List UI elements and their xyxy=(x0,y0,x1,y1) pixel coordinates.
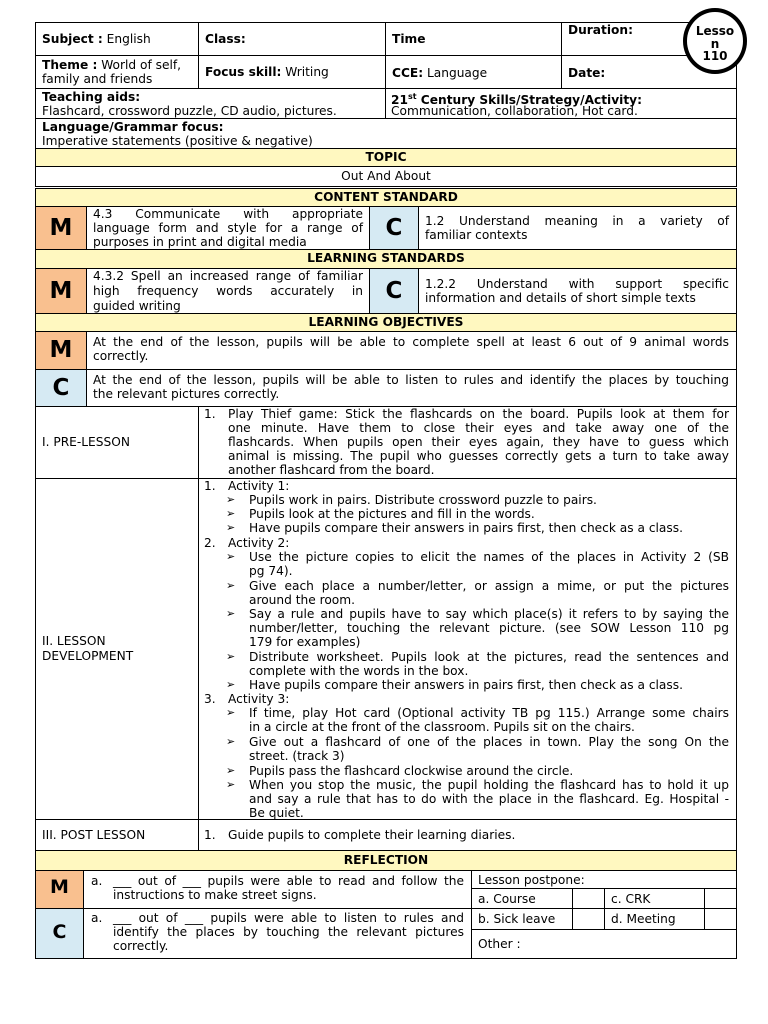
reflection-c-text xyxy=(83,908,472,959)
lo-c-line-2: the relevant pictures correctly. xyxy=(93,387,280,401)
content-m-line-1: 4.3 Communicate with appropriate xyxy=(93,207,363,221)
post-lesson-content xyxy=(198,819,737,851)
learning-objectives-title: LEARNING OBJECTIVES xyxy=(35,313,737,332)
reflection-m-cell xyxy=(35,870,84,909)
badge-line-1: Lesso xyxy=(695,24,735,38)
bullet-arrow-icon: ➢ xyxy=(226,579,236,592)
pre-lesson-line-4: animal is missing. The pupil who guesses correctly gets a turn to take away xyxy=(228,449,729,463)
content-m-cell xyxy=(35,206,87,250)
activity-2-title: Activity 2: xyxy=(228,536,290,550)
pre-lesson-line-3: flashcards. When pupils open their eyes again, they have to guess which xyxy=(228,435,729,449)
bullet-arrow-icon: ➢ xyxy=(226,764,236,777)
content-c-cell xyxy=(369,206,419,250)
option-crk xyxy=(604,888,705,909)
class-label: Class: xyxy=(205,32,246,46)
topic-title: TOPIC xyxy=(35,148,737,167)
lesson-number-badge xyxy=(683,8,747,74)
a3-item-4-line-3: Be quiet. xyxy=(249,806,304,820)
pre-lesson-content xyxy=(198,406,737,479)
class-cell xyxy=(198,22,386,56)
option-meeting-label: d. Meeting xyxy=(611,912,676,926)
option-crk-check[interactable] xyxy=(704,888,737,909)
bullet-arrow-icon: ➢ xyxy=(226,550,236,563)
time-cell xyxy=(385,22,562,56)
learning-standards-title: LEARNING STANDARDS xyxy=(35,249,737,269)
pre-lesson-num: 1. xyxy=(204,407,216,421)
century-label-a: 21 xyxy=(391,93,408,108)
reflection-c-line-3: correctly. xyxy=(113,939,169,953)
reflection-m-text xyxy=(83,870,472,909)
bullet-arrow-icon: ➢ xyxy=(226,521,236,534)
post-lesson-num: 1. xyxy=(204,828,216,842)
topic-value: Out And About xyxy=(35,166,737,187)
pre-lesson-line-5: another flashcard from the board. xyxy=(228,463,435,477)
content-m-line-3: purposes in print and digital media xyxy=(93,235,307,249)
option-course-check[interactable] xyxy=(572,888,605,909)
bullet-arrow-icon: ➢ xyxy=(226,493,236,506)
badge-line-2: n xyxy=(710,36,720,51)
bullet-arrow-icon: ➢ xyxy=(226,507,236,520)
a2-item-4-line-2: complete with the words in the box. xyxy=(249,664,469,678)
bullet-arrow-icon: ➢ xyxy=(226,706,236,719)
a3-item-2-line-2: street. (track 3) xyxy=(249,749,345,763)
theme-value-1: World of self, xyxy=(101,58,182,72)
century-label-b: Century Skills/Strategy/Activity: xyxy=(416,93,642,108)
reflection-c-line-1: ___ out of ___ pupils were able to listen to rules and xyxy=(113,911,464,925)
century-sup: st xyxy=(407,92,417,101)
bullet-arrow-icon: ➢ xyxy=(226,650,236,663)
date-label: Date: xyxy=(568,66,606,80)
a2-item-2-line-1: Give each place a number/letter, or assign a mime, or put the pictures xyxy=(249,579,729,593)
activity-3-num: 3. xyxy=(204,692,216,706)
activity-1-num: 1. xyxy=(204,479,216,493)
theme-cell xyxy=(35,55,199,89)
bullet-arrow-icon: ➢ xyxy=(226,607,236,620)
content-c-line-2: familiar contexts xyxy=(425,228,528,242)
ls-c-line-1: 1.2.2 Understand with support specific xyxy=(425,277,729,291)
bullet-arrow-icon: ➢ xyxy=(226,735,236,748)
grammar-value: Imperative statements (positive & negative) xyxy=(42,134,313,148)
pre-lesson-label: I. PRE-LESSON xyxy=(42,435,130,449)
lo-c-line-1: At the end of the lesson, pupils will be able to listen to rules and identify the places by touching xyxy=(93,373,729,387)
content-m-line-2: language form and style for a range of xyxy=(93,221,363,235)
option-meeting-check[interactable] xyxy=(704,908,737,930)
grammar-label: Language/Grammar focus: xyxy=(42,120,224,134)
a1-item-1: Pupils work in pairs. Distribute crossword puzzle to pairs. xyxy=(249,493,597,507)
option-meeting xyxy=(604,908,705,930)
ls-m-line-3: guided writing xyxy=(93,299,181,313)
a2-item-1-line-2: pg 74). xyxy=(249,564,293,578)
theme-label: Theme : xyxy=(42,58,98,72)
c-letter: C xyxy=(385,278,403,304)
a2-item-4-line-1: Distribute worksheet. Pupils look at the pictures, read the sentences and xyxy=(249,650,729,664)
ls-m-line-1: 4.3.2 Spell an increased range of familiar xyxy=(93,269,363,283)
a1-item-2: Pupils look at the pictures and fill in the words. xyxy=(249,507,535,521)
lo-m-line-1: At the end of the lesson, pupils will be able to complete spell at least 6 out of 9 animal words xyxy=(93,335,729,349)
post-lesson-text: Guide pupils to complete their learning diaries. xyxy=(228,828,516,842)
content-m-text xyxy=(86,206,370,250)
aids-value: Flashcard, crossword puzzle, CD audio, pictures. xyxy=(42,104,337,118)
a3-item-2-line-1: Give out a flashcard of one of the places in town. Play the song On the xyxy=(249,735,729,749)
other-cell xyxy=(471,929,737,959)
reflection-c-line-2: identify the places by touching the relevant pictures xyxy=(113,925,464,939)
bullet-arrow-icon: ➢ xyxy=(226,778,236,791)
badge-line-3: 110 xyxy=(702,49,728,63)
lo-c-cell xyxy=(35,369,87,407)
ls-c-line-2: information and details of short simple texts xyxy=(425,291,696,305)
option-course xyxy=(471,888,573,909)
postpone-label-cell xyxy=(471,870,737,889)
time-label: Time xyxy=(392,32,426,46)
ls-c-cell xyxy=(369,268,419,314)
post-lesson-label: III. POST LESSON xyxy=(42,828,146,842)
option-sick-leave xyxy=(471,908,573,930)
focus-label: Focus skill: xyxy=(205,65,282,79)
ls-m-cell xyxy=(35,268,87,314)
a3-item-1-line-2: in a circle at the front of the classroom. Pupils sit on the chairs. xyxy=(249,720,635,734)
lo-c-text xyxy=(86,369,737,407)
lesson-dev-label-cell xyxy=(35,478,199,820)
a3-item-1-line-1: If time, play Hot card (Optional activity TB pg 115.) Arrange some chairs xyxy=(249,706,729,720)
ls-c-text xyxy=(418,268,737,314)
a3-item-4-line-1: When you stop the music, the pupil holding the flashcard has to hold it up xyxy=(249,778,729,792)
option-crk-label: c. CRK xyxy=(611,892,651,906)
a3-item-3: Pupils pass the flashcard clockwise around the circle. xyxy=(249,764,574,778)
lesson-dev-label-2: DEVELOPMENT xyxy=(42,649,134,663)
lo-m-text xyxy=(86,331,737,370)
reflection-m-line-2: instructions to make street signs. xyxy=(113,888,317,902)
c-letter: C xyxy=(52,921,67,943)
a2-item-1-line-1: Use the picture copies to elicit the names of the places in Activity 2 (SB xyxy=(249,550,729,564)
other-label: Other : xyxy=(478,937,521,951)
activity-1-title: Activity 1: xyxy=(228,479,290,493)
option-sick-leave-label: b. Sick leave xyxy=(478,912,556,926)
content-c-line-1: 1.2 Understand meaning in a variety of xyxy=(425,214,729,228)
reflection-m-line-1: ___ out of ___ pupils were able to read and follow the xyxy=(113,874,464,888)
m-letter: M xyxy=(49,278,73,304)
c-letter: C xyxy=(52,375,70,401)
subject-value: English xyxy=(106,32,151,46)
lo-m-cell xyxy=(35,331,87,370)
subject-label: Subject : xyxy=(42,32,103,46)
aids-label: Teaching aids: xyxy=(42,90,141,104)
cce-value: Language xyxy=(426,66,488,80)
lesson-dev-content xyxy=(198,478,737,820)
grammar-cell xyxy=(35,118,737,149)
reflection-c-cell xyxy=(35,908,84,959)
ls-m-line-2: high frequency words accurately in xyxy=(93,284,363,298)
content-standard-title: CONTENT STANDARD xyxy=(35,188,737,207)
m-letter: M xyxy=(49,337,73,363)
a2-item-3-line-2: number/letter, touching the relevant picture. (see SOW Lesson 110 pg xyxy=(249,621,729,635)
pre-lesson-label-cell xyxy=(35,406,199,479)
a3-item-4-line-2: and say a rule that has to do with the place in the flashcard. Eg. Hospital - xyxy=(249,792,729,806)
post-lesson-label-cell xyxy=(35,819,199,851)
a1-item-3: Have pupils compare their answers in pairs first, then check as a class. xyxy=(249,521,683,535)
duration-label: Duration: xyxy=(568,23,633,37)
pre-lesson-line-1: Play Thief game: Stick the flashcards on the board. Pupils look at them for xyxy=(228,407,729,421)
focus-value: Writing xyxy=(285,65,329,79)
option-course-label: a. Course xyxy=(478,892,536,906)
content-c-text xyxy=(418,206,737,250)
activity-2-num: 2. xyxy=(204,536,216,550)
focus-cell xyxy=(198,55,386,89)
reflection-title: REFLECTION xyxy=(35,850,737,871)
bullet-arrow-icon: ➢ xyxy=(226,678,236,691)
theme-value-2: family and friends xyxy=(42,72,153,86)
reflection-m-a: a. xyxy=(91,874,103,888)
c-letter: C xyxy=(385,215,403,241)
option-sick-leave-check[interactable] xyxy=(572,908,605,930)
century-cell xyxy=(385,88,737,119)
pre-lesson-line-2: one minute. Have them to close their eyes and take away one of the xyxy=(228,421,729,435)
m-letter: M xyxy=(49,215,73,241)
cce-label: CCE: xyxy=(392,66,424,80)
a2-item-3-line-3: 179 for examples) xyxy=(249,635,361,649)
reflection-c-a: a. xyxy=(91,911,103,925)
ls-m-text xyxy=(86,268,370,314)
cce-cell xyxy=(385,55,562,89)
a2-item-3-line-1: Say a rule and pupils have to say which place(s) it refers to by saying the xyxy=(249,607,729,621)
aids-cell xyxy=(35,88,386,119)
m-letter: M xyxy=(50,876,69,898)
lo-m-line-2: correctly. xyxy=(93,349,149,363)
subject-cell xyxy=(35,22,199,56)
activity-3-title: Activity 3: xyxy=(228,692,290,706)
postpone-label: Lesson postpone: xyxy=(478,873,585,887)
century-value: Communication, collaboration, Hot card. xyxy=(391,104,638,118)
a2-item-2-line-2: around the room. xyxy=(249,593,356,607)
lesson-dev-label-1: II. LESSON xyxy=(42,634,106,648)
a2-item-5: Have pupils compare their answers in pairs first, then check as a class. xyxy=(249,678,683,692)
